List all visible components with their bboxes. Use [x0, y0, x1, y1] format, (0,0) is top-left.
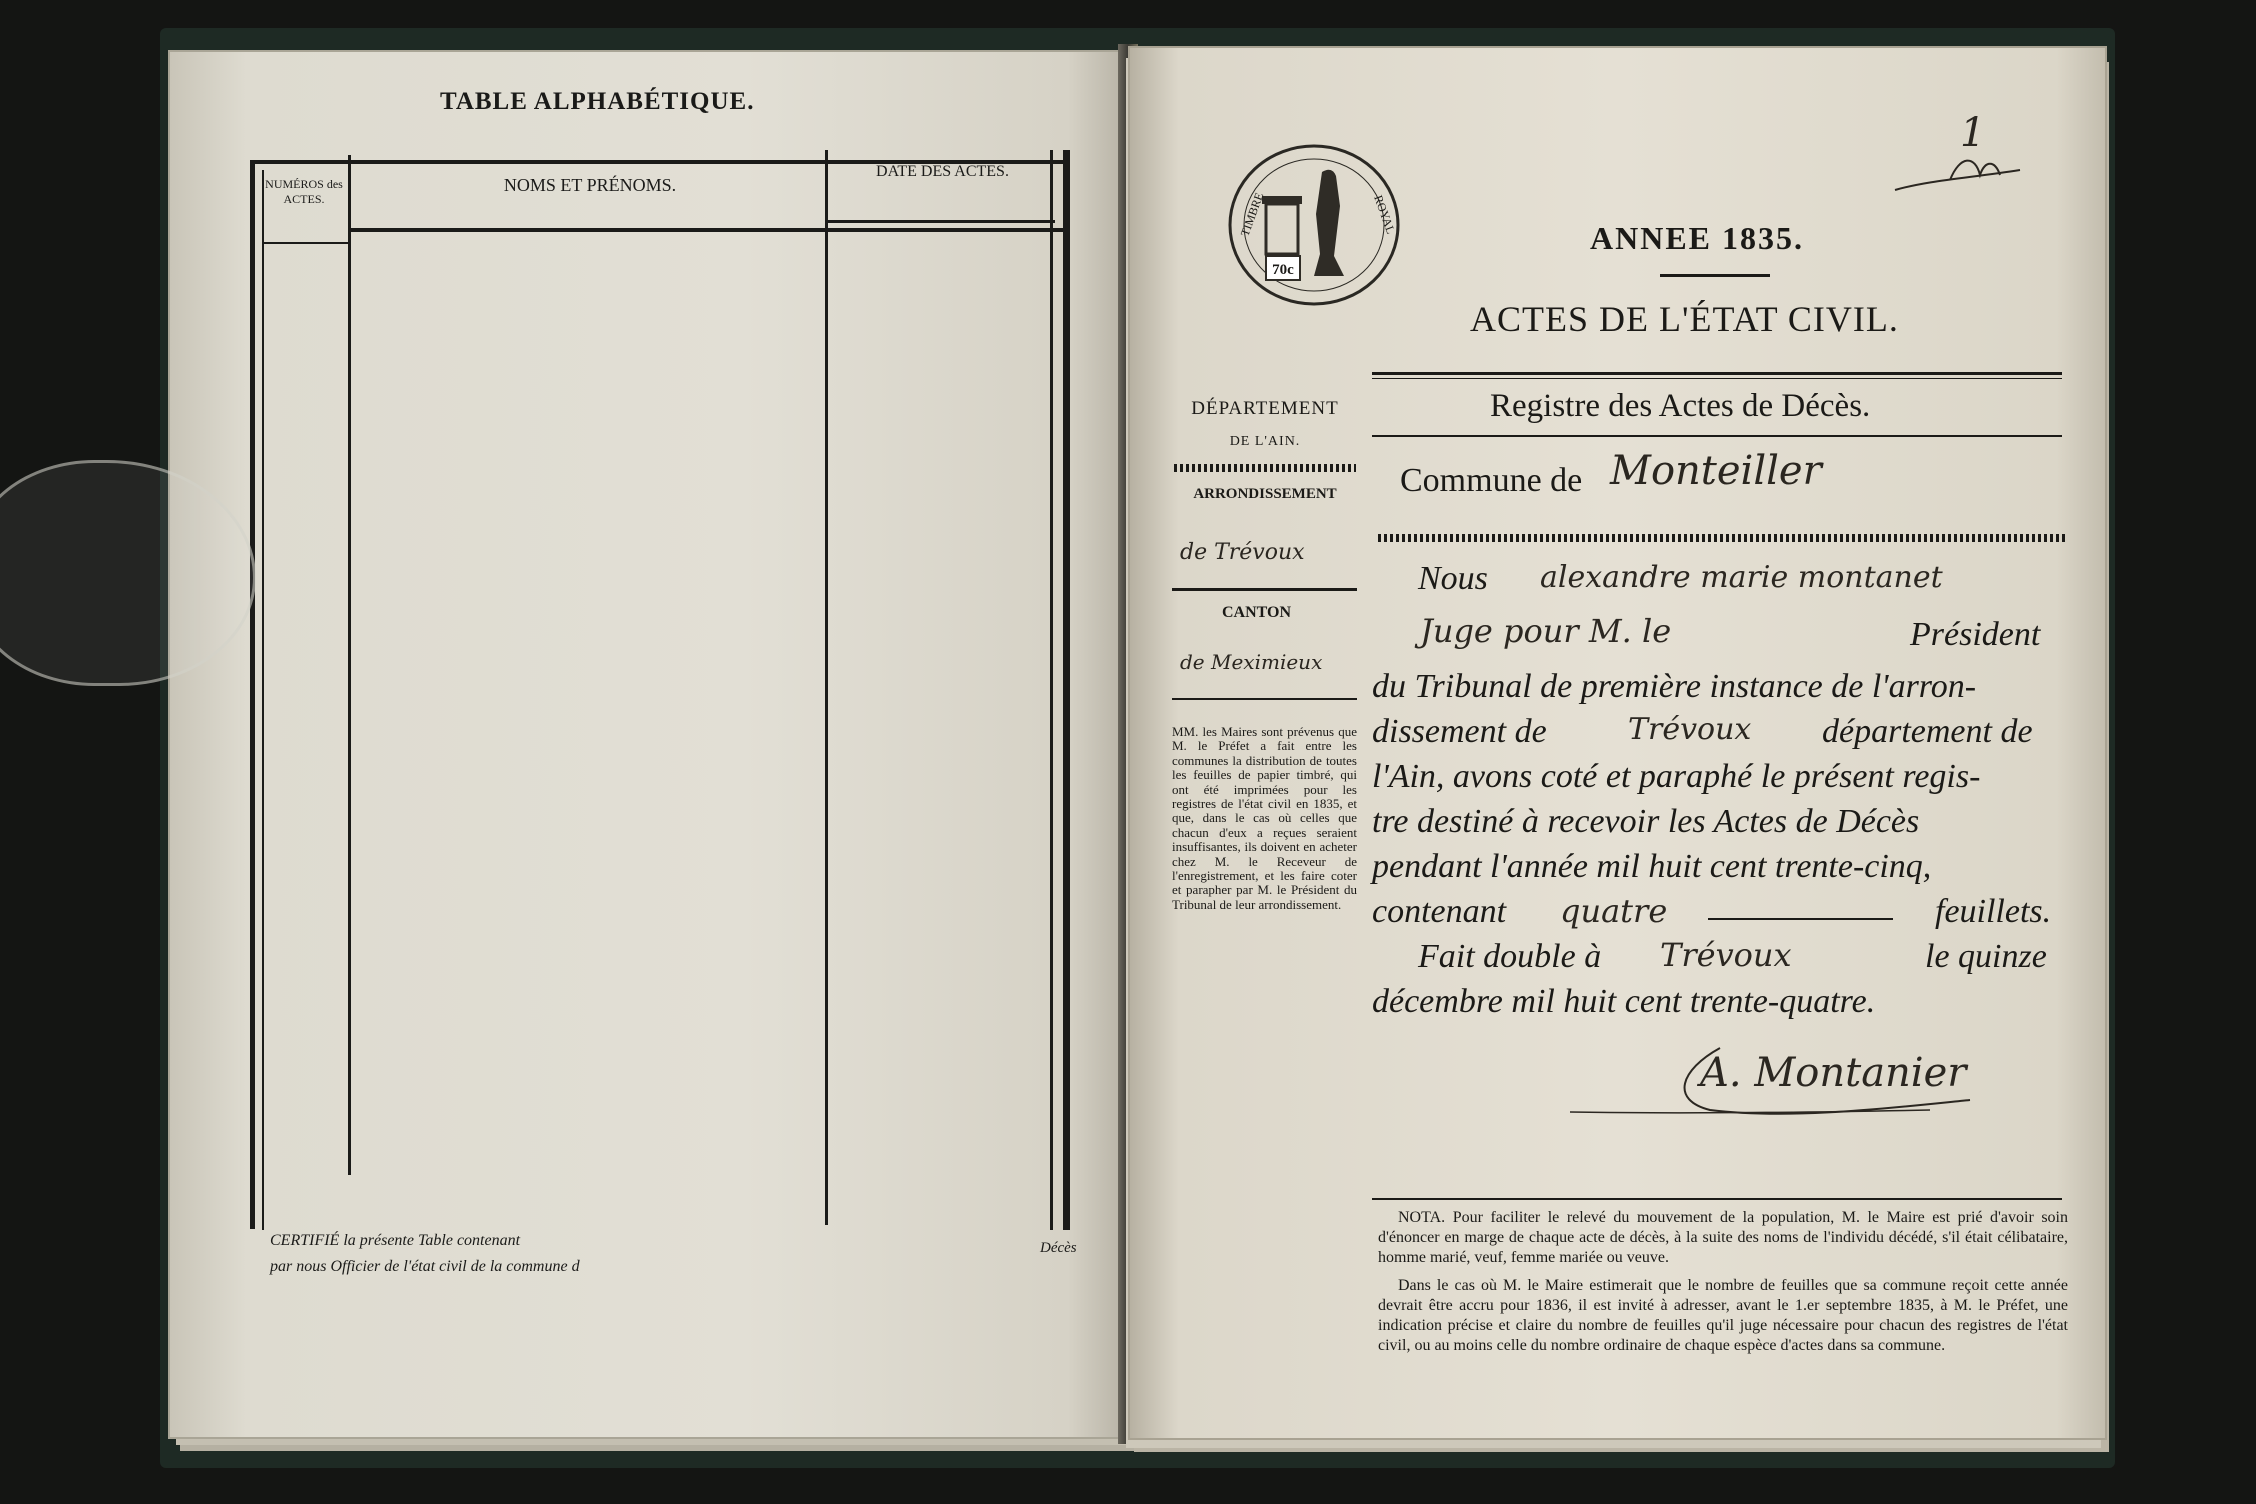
mayors-notice: MM. les Maires sont prévenus que M. le Préfet a fait entre les communes la distribution de toutes les feuilles de papier timbré, qui ont été imprimées pour les registres de l'état civil en 1835, et que, dans le cas où celles que chacun d'eux a reçues seraient insuffisantes, ils doivent en acheter chez M. le Receveur de l'enregistrement, et les faire coter et parapher par M. le Président du Tribunal de leur arrondissement.: [1172, 724, 1357, 912]
table-frame: [250, 150, 1070, 1230]
signature: A. Montanier: [1700, 1050, 1967, 1096]
folio-number: 1: [1960, 110, 1986, 156]
text-fait-double: Fait double à: [1418, 938, 1602, 975]
text-dissement: dissement de: [1372, 713, 1547, 750]
folio-paraph: [1890, 150, 2030, 200]
column-header-date: DATE DES ACTES.: [876, 163, 1009, 180]
trevoux-handwritten: Trévoux: [1628, 712, 1752, 747]
canton-label: CANTON: [1222, 604, 1292, 621]
text-ain: l'Ain, avons coté et paraphé le présent regis-: [1372, 758, 1981, 795]
main-title: ACTES DE L'ÉTAT CIVIL.: [1470, 299, 1899, 339]
royal-stamp: [1226, 142, 1402, 308]
text-pendant: pendant l'année mil huit cent trente-cinq,: [1372, 848, 1932, 885]
department-block: DÉPARTEMENT DE L'AIN. ARRONDISSEMENT: [1170, 398, 1360, 503]
judge-title-handwritten: Juge pour M. le: [1420, 612, 1672, 650]
text-nous: Nous: [1418, 560, 1488, 597]
sheet-count-handwritten: quatre: [1560, 892, 1668, 930]
arrondissement-handwritten: de Trévoux: [1180, 540, 1305, 565]
text-le-quinze: le quinze: [1925, 938, 2047, 975]
text-feuillets: feuillets.: [1935, 893, 2052, 930]
text-departement: département de: [1822, 713, 2033, 750]
text-tribunal: du Tribunal de première instance de l'arron-: [1372, 668, 1977, 705]
column-header-numeros: NUMÉROS des ACTES.: [265, 177, 343, 206]
certification-text: CERTIFIÉ la présente Table contenant par nous Officier de l'état civil de la commune d: [270, 1232, 580, 1275]
commune-handwritten: Monteiller: [1610, 448, 1822, 494]
nota-paragraph-1: NOTA. Pour faciliter le relevé du mouvement de la population, M. le Maire est prié d'avoir soin d'énoncer en marge de chaque acte de décès, à la suite des noms de l'individu décédé, s'il était célibataire, homme marié, veuf, femme mariée ou veuve.: [1378, 1209, 2068, 1266]
year-heading: ANNEE 1835.: [1590, 220, 1805, 256]
commune-label: Commune de: [1400, 462, 1583, 499]
column-header-noms: NOMS ET PRÉNOMS.: [503, 175, 677, 195]
svg-text:70c: 70c: [1272, 262, 1294, 278]
signature-flourish: [1570, 1040, 1990, 1130]
register-title: Registre des Actes de Décès.: [1490, 388, 1871, 424]
trevoux-handwritten-2: Trévoux: [1660, 936, 1792, 974]
text-decembre: décembre mil huit cent trente-quatre.: [1372, 983, 1876, 1020]
table-title: TABLE ALPHABÉTIQUE.: [440, 88, 755, 115]
svg-text:TIMBRE: TIMBRE: [1237, 190, 1267, 239]
divider-dotted: [1378, 534, 2068, 542]
nota-paragraph-2: Dans le cas où M. le Maire estimerait que le nombre de feuilles que sa commune reçoit cette année devrait être accru pour 1836, il est invité à adresser, avant le 1.er septembre 1835, à M. le Préfet, une indication précise et claire du nombre de feuilles qu'il juge nécessaire pour chacun des registres de l'état civil, ou au moins celle du nombre ordinaire de chaque espèce d'actes dans sa commune.: [1378, 1277, 2068, 1354]
deces-label: Décès: [1040, 1240, 1077, 1256]
canton-handwritten: de Meximieux: [1180, 650, 1323, 674]
text-president: Président: [1910, 616, 2041, 653]
judge-name-handwritten: alexandre marie montanet: [1540, 560, 1943, 595]
nota-block: [1378, 1208, 2068, 1364]
text-contenant: contenant: [1372, 893, 1507, 930]
text-registre: tre destiné à recevoir les Actes de Décès: [1372, 803, 1920, 840]
svg-text:ROYAL: ROYAL: [1371, 193, 1399, 236]
